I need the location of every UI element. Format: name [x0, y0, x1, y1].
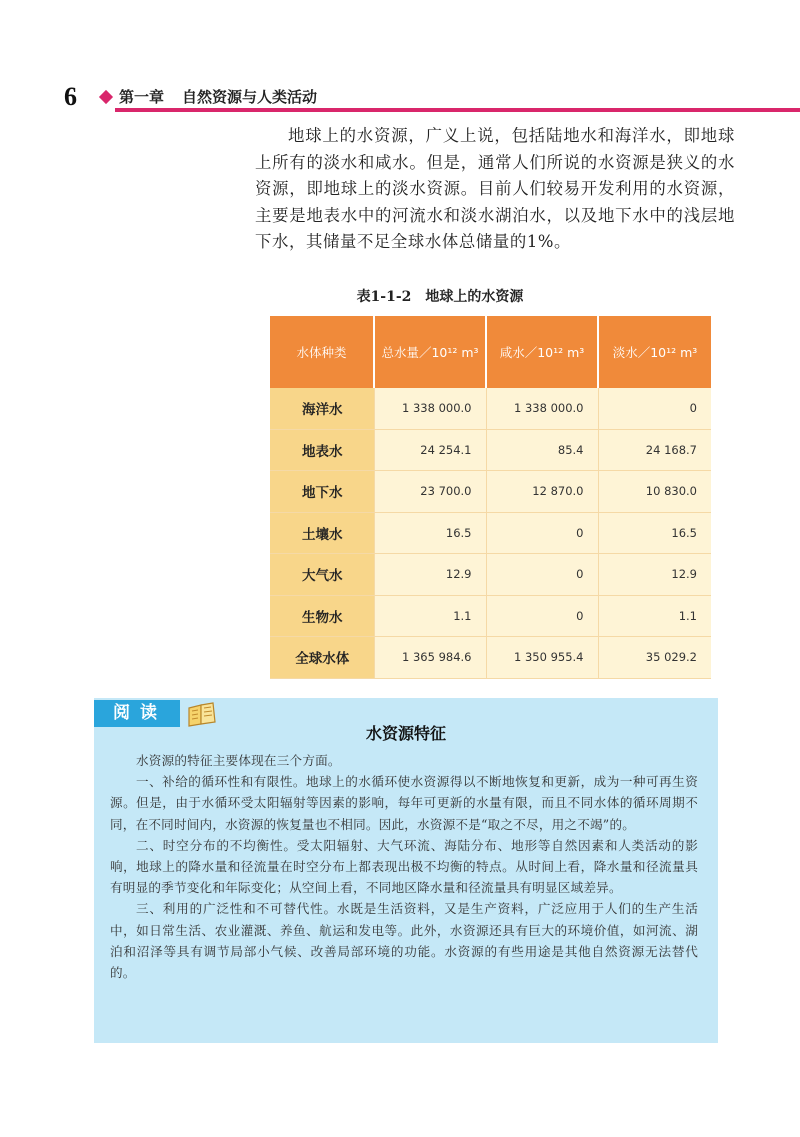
table-row: [270, 429, 711, 471]
column-header: 水体种类: [270, 316, 374, 388]
header-rule: [115, 108, 800, 112]
table-cell: 12.9: [374, 554, 486, 596]
column-header: 总水量／10¹² m³: [374, 316, 486, 388]
page-number: 6: [64, 82, 77, 111]
reading-tab: 阅读: [94, 700, 180, 727]
table-cell: 12 870.0: [486, 471, 598, 513]
table-body: [270, 388, 711, 678]
table-cell: 0: [598, 388, 711, 429]
body-paragraph: 地球上的水资源，广义上说，包括陆地水和海洋水，即地球上所有的淡水和咸水。但是，通常人们所说的水资源是狭义的水资源，即地球上的淡水资源。目前人们较易开发利用的水资源，主要是地表水中的河流水和淡水湖泊水，以及地下水中的浅层地下水，其储量不足全球水体总储量的1%。: [255, 126, 735, 251]
reading-text: [110, 750, 698, 983]
table-cell: 23 700.0: [374, 471, 486, 513]
row-label: 土壤水: [270, 512, 374, 554]
table-cell: 35 029.2: [598, 637, 711, 679]
chapter-heading: [119, 86, 317, 107]
table-cell: 85.4: [486, 429, 598, 471]
row-label: 地下水: [270, 471, 374, 513]
reading-title: 水资源特征: [365, 724, 446, 743]
column-header: 咸水／10¹² m³: [486, 316, 598, 388]
column-header: 淡水／10¹² m³: [598, 316, 711, 388]
table-cell: 10 830.0: [598, 471, 711, 513]
page-header: [0, 82, 800, 111]
table-cell: 1 338 000.0: [374, 388, 486, 429]
reading-paragraph: 二、时空分布的不均衡性。受太阳辐射、大气环流、海陆分布、地形等自然因素和人类活动的影响，地球上的降水量和径流量在时空分布上都表现出极不均衡的特点。从时间上看，降水量和径流量具有明显的季节变化和年际变化；从空间上看，不同地区降水量和径流量具有明显区域差异。: [110, 837, 698, 896]
table-cell: 1 365 984.6: [374, 637, 486, 679]
reading-paragraph: 三、利用的广泛性和不可替代性。水既是生活资料，又是生产资料，广泛应用于人们的生产生活中，如日常生活、农业灌溉、养鱼、航运和发电等。此外，水资源还具有巨大的环境价值，如河流、湖泊和沼泽等具有调节局部小气候、改善局部环境的功能。水资源的有些用途是其他自然资源无法替代的。: [110, 901, 698, 981]
table-cell: 1.1: [374, 595, 486, 637]
table-cell: 24 168.7: [598, 429, 711, 471]
table-row: [270, 595, 711, 637]
table-row: [270, 554, 711, 596]
table-cell: 1.1: [598, 595, 711, 637]
table-cell: 24 254.1: [374, 429, 486, 471]
table-cell: 16.5: [598, 512, 711, 554]
diamond-bullet-icon: [99, 90, 113, 104]
table-cell: 0: [486, 554, 598, 596]
table-cell: 1 350 955.4: [486, 637, 598, 679]
table-cell: 12.9: [598, 554, 711, 596]
row-label: 全球水体: [270, 637, 374, 679]
reading-paragraph: 一、补给的循环性和有限性。地球上的水循环使水资源得以不断地恢复和更新，成为一种可再生资源。但是，由于水循环受太阳辐射等因素的影响，每年可更新的水量有限，而且不同水体的循环周期不同，在不同时间内，水资源的恢复量也不相同。因此，水资源不是“取之不尽，用之不竭”的。: [110, 774, 698, 832]
chapter-title: 自然资源与人类活动: [182, 88, 318, 106]
row-label: 大气水: [270, 554, 374, 596]
row-label: 海洋水: [270, 388, 374, 429]
chapter-label: 第一章: [119, 88, 165, 106]
table-row: [270, 512, 711, 554]
table-row: [270, 637, 711, 679]
table-caption: 表1-1-2 地球上的水资源: [356, 289, 524, 305]
table-cell: 0: [486, 512, 598, 554]
table-header-row: [270, 316, 711, 388]
table-cell: 1 338 000.0: [486, 388, 598, 429]
row-label: 地表水: [270, 429, 374, 471]
table-row: [270, 388, 711, 429]
row-label: 生物水: [270, 595, 374, 637]
water-resources-table: [270, 316, 711, 679]
table-row: [270, 471, 711, 513]
reading-paragraph: 水资源的特征主要体现在三个方面。: [136, 753, 341, 768]
table-cell: 16.5: [374, 512, 486, 554]
table-cell: 0: [486, 595, 598, 637]
